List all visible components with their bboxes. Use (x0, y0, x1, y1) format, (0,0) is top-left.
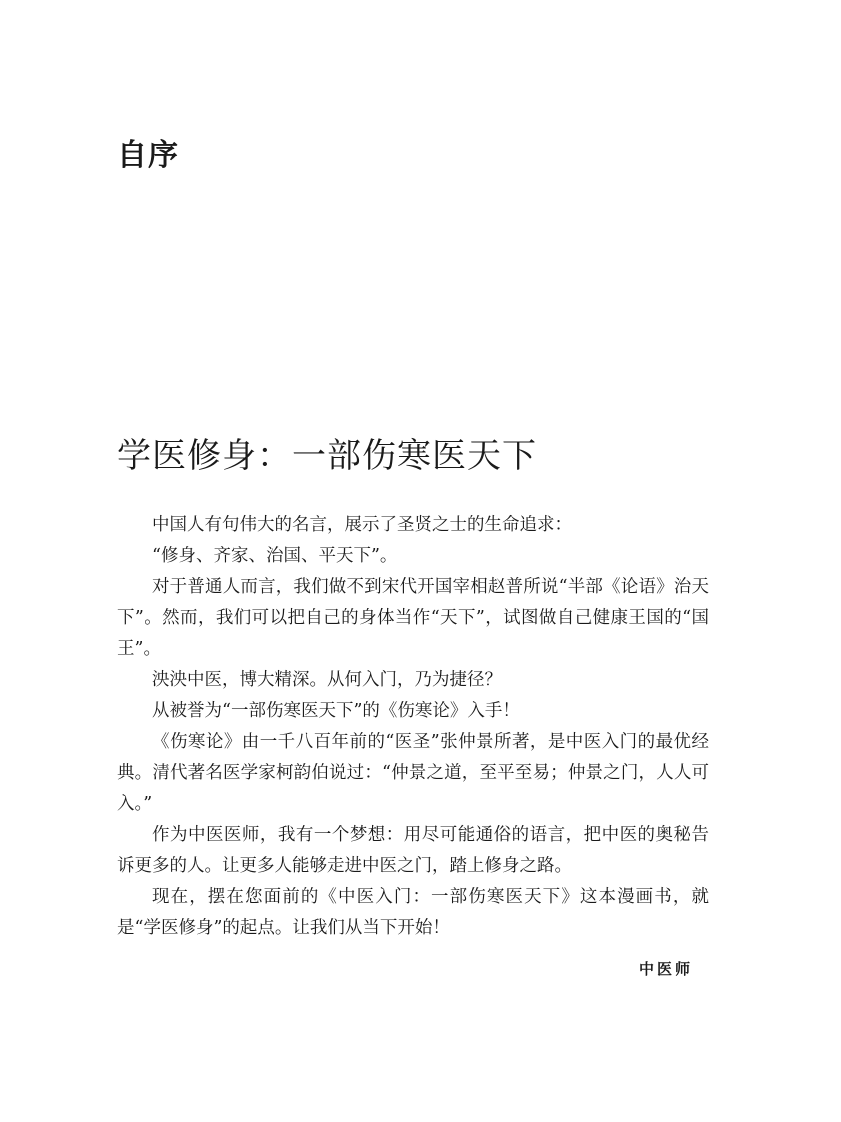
preface-body (117, 510, 709, 944)
paragraph: 作为中医医师，我有一个梦想：用尽可能通俗的语言，把中医的奥秘告诉更多的人。让更多人能够走进中医之门，踏上修身之路。 (117, 825, 709, 876)
chapter-title: 学医修身：一部伤寒医天下 (117, 436, 537, 476)
paragraph: 泱泱中医，博大精深。从何入门，乃为捷径？ (152, 670, 502, 690)
paragraph: 《伤寒论》由一千八百年前的“医圣”张仲景所著，是中医入门的最优经典。清代著名医学家柯韵伯说过：“仲景之道，至平至易；仲景之门，人人可入。” (117, 732, 709, 814)
paragraph: 中国人有句伟大的名言，展示了圣贤之士的生命追求： (152, 515, 572, 535)
author-signature: 中医师 (638, 960, 693, 978)
paragraph: 从被誉为“一部伤寒医天下”的《伤寒论》入手！ (152, 701, 520, 721)
paragraph: 现在，摆在您面前的《中医入门：一部伤寒医天下》这本漫画书，就是“学医修身”的起点。让我们从当下开始！ (117, 887, 709, 938)
paragraph: “修身、齐家、治国、平天下”。 (152, 546, 398, 566)
preface-title: 自序 (117, 138, 179, 173)
paragraph: 对于普通人而言，我们做不到宋代开国宰相赵普所说“半部《论语》治天下”。然而，我们可以把自己的身体当作“天下”，试图做自己健康王国的“国王”。 (117, 577, 709, 659)
